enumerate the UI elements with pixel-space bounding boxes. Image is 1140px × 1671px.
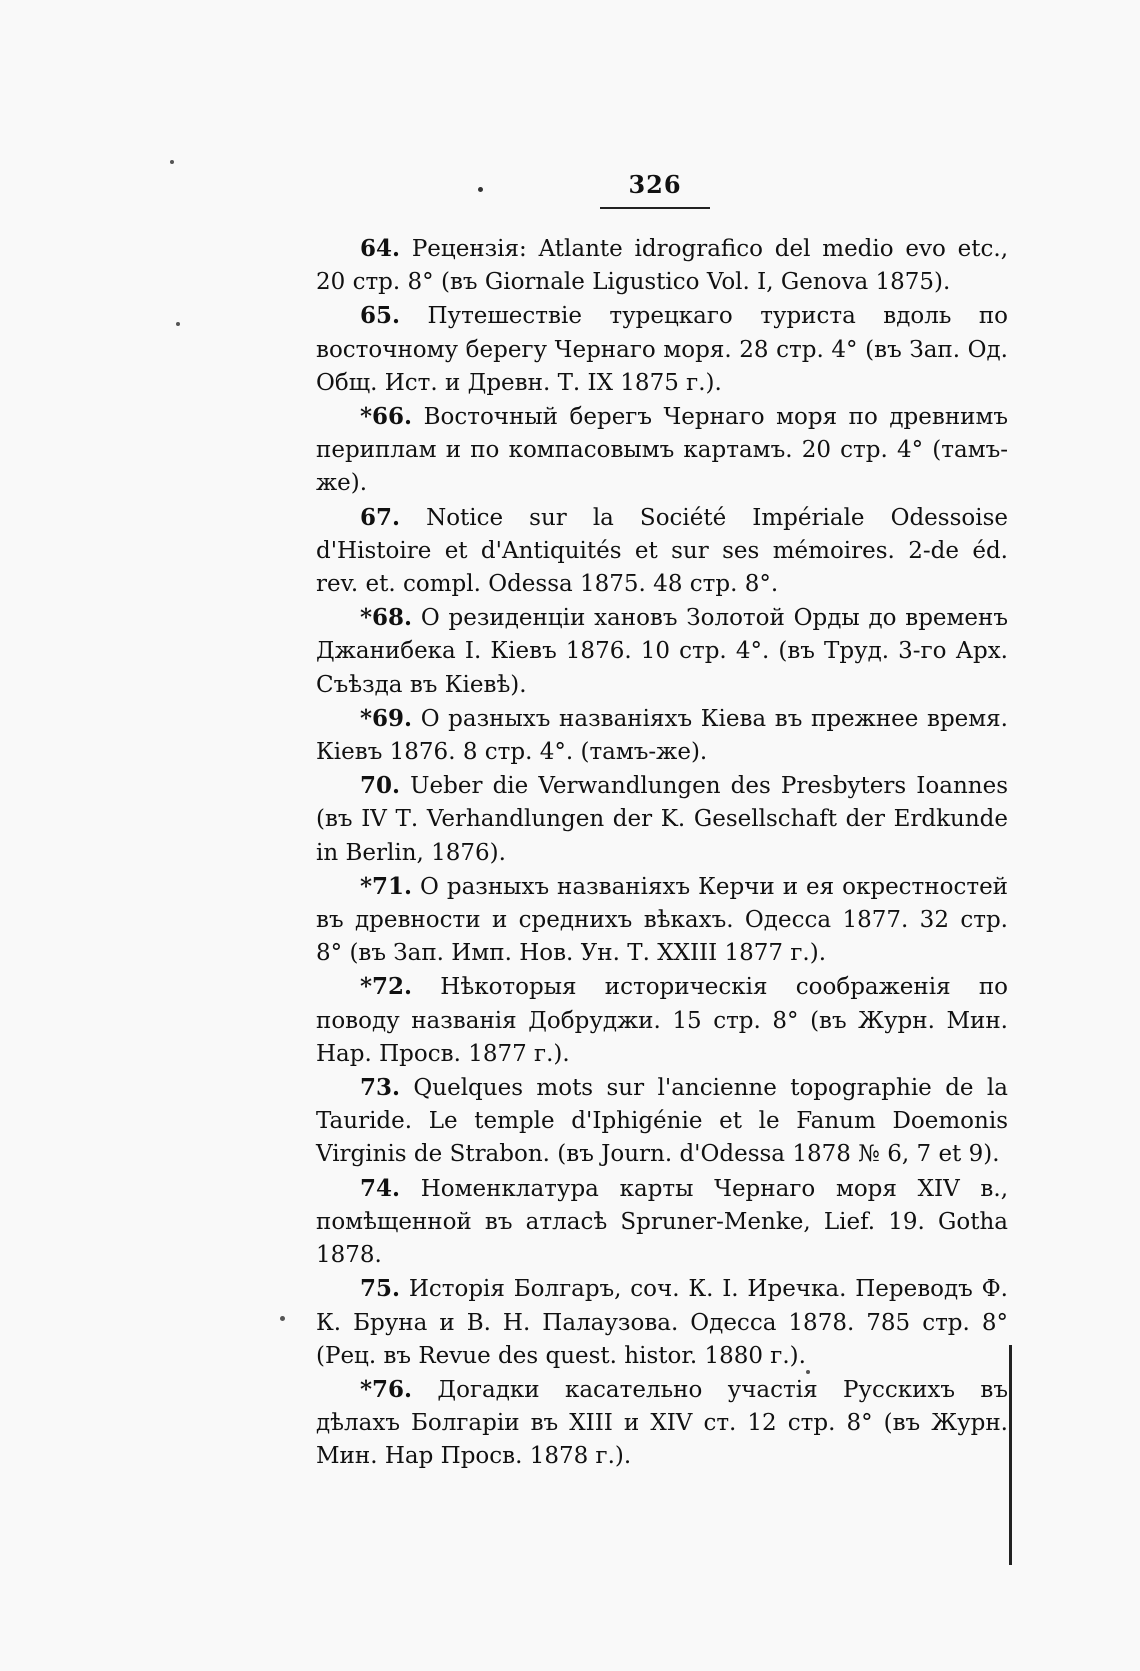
entry-text: О резиденціи хановъ Золотой Орды до временъ Джанибека I. Кіевъ 1876. 10 стр. 4°. (въ Труд. 3-го Арх. Съѣзда въ Кіевѣ). (316, 605, 1009, 698)
entry-text: О разныхъ названіяхъ Кіева въ прежнее время. Кіевъ 1876. 8 стр. 4°. (тамъ-же). (316, 705, 1008, 766)
entry-text: Notice sur la Société Impériale Odessoise d'Histoire et d'Antiquités et sur ses mémoires. 2-de éd. rev. et. compl. Odessa 1875. 48 стр. 8°. (316, 504, 1008, 598)
bibliography-entry (316, 400, 1008, 501)
entry-text: Quelques mots sur l'ancienne topographie de la Tauride. Le temple d'Iphigénie et le Fanum Doemonis Virginis de Strabon. (въ Journ. d'Odessa 1878 № 6, 7 et 9). (316, 1075, 1008, 1168)
bibliography-entry (316, 1071, 1008, 1172)
entry-number: *72. (360, 973, 413, 1001)
entry-text: Номенклатура карты Чернаго моря XIV в., помѣщенной въ атласѣ Spruner-Menke, Lief. 19. Gotha 1878. (316, 1175, 1009, 1269)
scan-speck (170, 160, 174, 164)
entry-number: 74. (360, 1174, 401, 1202)
bibliography-entry (316, 232, 1008, 299)
entry-number: 67. (360, 503, 401, 531)
bibliography-entry (316, 1373, 1008, 1474)
bibliography-entry (316, 769, 1008, 870)
bibliography-entry (316, 299, 1008, 400)
entry-text: Нѣкоторыя историческія соображенія по поводу названія Добруджи. 15 стр. 8° (въ Журн. Мин. Нар. Просв. 1877 г.). (316, 974, 1009, 1067)
entry-text: Восточный берегъ Чернаго моря по древнимъ периплам и по компасовымъ картамъ. 20 стр. 4° (тамъ-же). (316, 404, 1008, 497)
entry-number: 73. (360, 1074, 401, 1102)
bibliography-list (316, 232, 1008, 1474)
stray-mark (478, 187, 483, 192)
entry-text: Исторія Болгаръ, соч. К. I. Иречка. Переводъ Ф. К. Бруна и В. Н. Палаузова. Одесса 1878. 785 стр. 8° (Рец. въ Revue des quest. histor. 1880 г.). (316, 1276, 1008, 1369)
entry-text: Рецензія: Atlante idrografico del medio evo etc., 20 стр. 8° (въ Giornale Ligustico Vol. I, Genova 1875). (316, 236, 1009, 296)
bibliography-entry (316, 601, 1008, 702)
entry-number: 70. (360, 772, 401, 800)
bibliography-entry (316, 501, 1008, 602)
scan-speck (176, 322, 180, 326)
entry-number: *71. (360, 872, 413, 900)
entry-text: Догадки касательно участія Русскихъ въ дѣлахъ Болгаріи въ XIII и XIV ст. 12 стр. 8° (въ Журн. Мин. Нар Просв. 1878 г.). (316, 1376, 1008, 1470)
bibliography-entry (316, 1272, 1008, 1373)
bibliography-entry (316, 1172, 1008, 1273)
bibliography-entry (316, 870, 1008, 971)
entry-number: 75. (360, 1275, 401, 1303)
scan-speck (280, 1316, 285, 1321)
scan-edge-line (1009, 1345, 1012, 1565)
entry-text: Ueber die Verwandlungen des Presbyters Ioannes (въ IV Т. Verhandlungen der K. Gesellschaft der Erdkunde in Berlin, 1876). (316, 773, 1008, 866)
entry-text: Путешествіе турецкаго туриста вдоль по восточному берегу Чернаго моря. 28 стр. 4° (въ Зап. Од. Общ. Ист. и Древн. Т. IX 1875 г.). (316, 303, 1009, 396)
header-rule (600, 207, 710, 209)
scan-speck (806, 1370, 810, 1374)
entry-number: *66. (360, 403, 413, 431)
page-number: 326 (628, 170, 682, 199)
bibliography-entry (316, 970, 1008, 1071)
entry-number: *69. (360, 704, 413, 732)
entry-number: *76. (360, 1375, 413, 1403)
entry-text: О разныхъ названіяхъ Керчи и ея окрестностей въ древности и среднихъ вѣкахъ. Одесса 1877. 32 стр. 8° (въ Зап. Имп. Нов. Ун. Т. XXIII 1877 г.). (316, 873, 1009, 967)
entry-number: *68. (360, 604, 413, 632)
bibliography-entry (316, 702, 1008, 769)
entry-number: 65. (360, 302, 401, 330)
entry-number: 64. (360, 235, 401, 262)
